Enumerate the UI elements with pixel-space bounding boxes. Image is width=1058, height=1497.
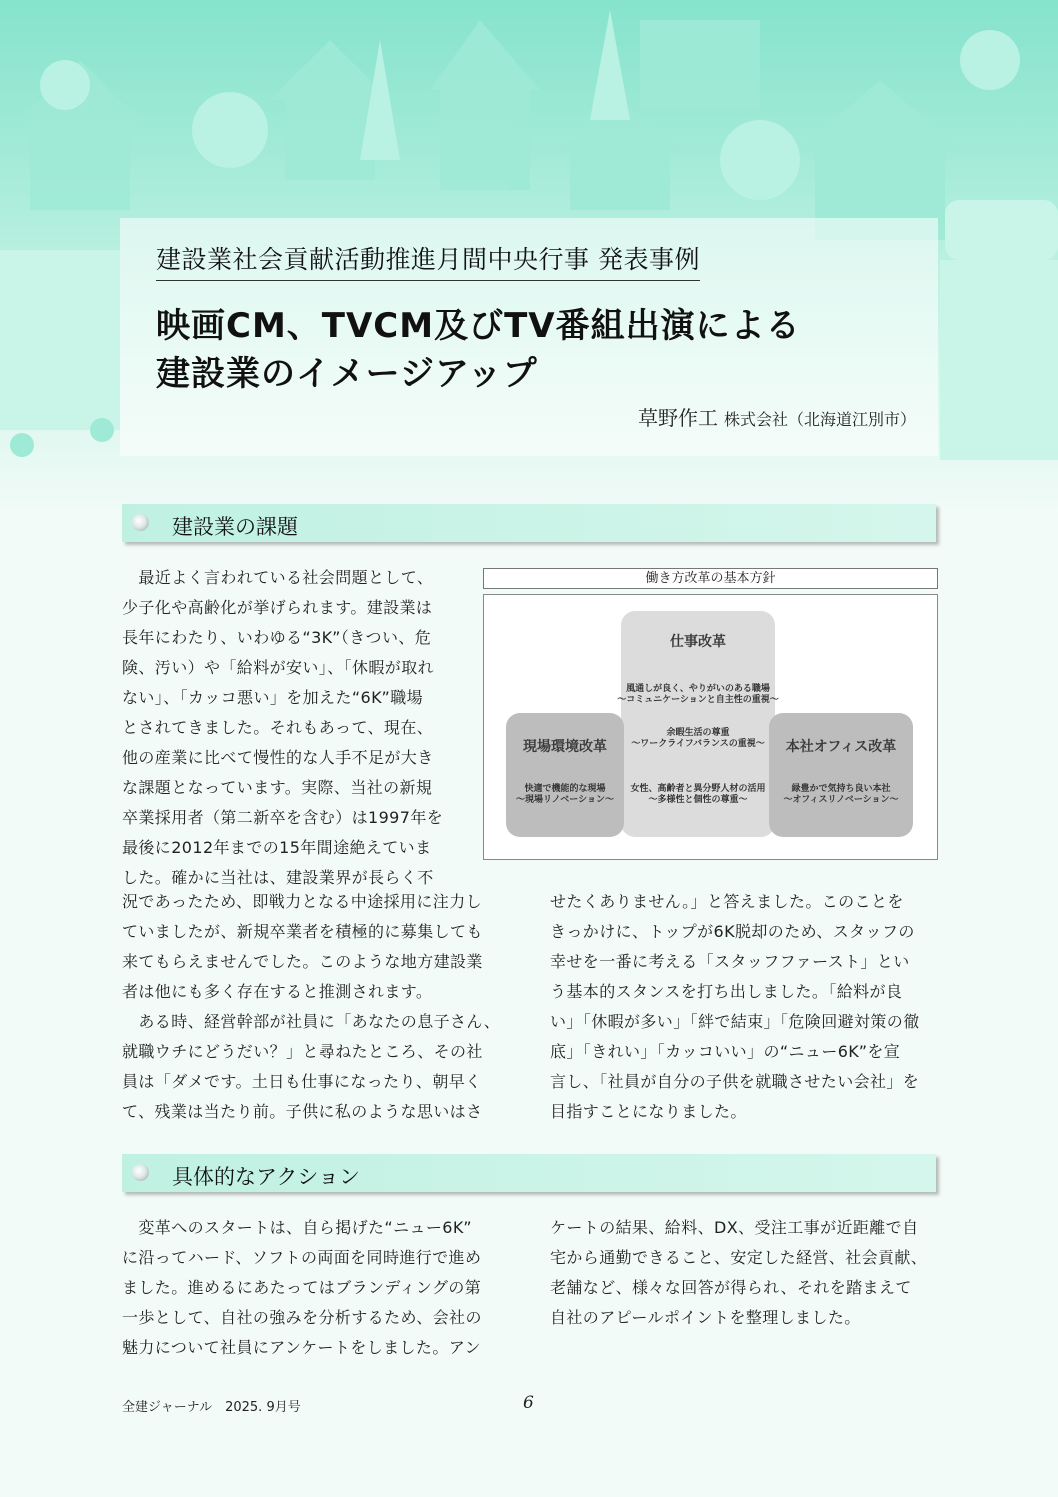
series-title: 建設業社会貢献活動推進月間中央行事 発表事例	[156, 240, 700, 281]
journal-footer: 全建ジャーナル 2025. 9月号	[122, 1400, 301, 1415]
site-reform-title: 現場環境改革	[523, 739, 607, 755]
paragraph-line: ない」、「カッコ悪い」を加えた“6K”職場	[122, 688, 423, 707]
paragraph-line: 長年にわたり、いわゆる“3K”（きつい、危	[122, 628, 432, 647]
site-reform-block	[506, 713, 624, 837]
paragraph-line: 底」「きれい」「カッコいい」の“ニュー6K”を宣	[550, 1042, 901, 1061]
paragraph-line: ていましたが、新規卒業者を積極的に募集しても	[122, 922, 483, 941]
section1-right-col	[550, 887, 920, 1127]
office-reform-sub1: 緑豊かで気持ち良い本社	[791, 784, 891, 794]
paragraph-line: な課題となっています。実際、当社の新規	[122, 778, 433, 797]
title-line-1: 映画CM、TVCM及びTV番組出演による	[156, 306, 801, 346]
paragraph-line: 他の産業に比べて慢性的な人手不足が大き	[122, 748, 434, 767]
paragraph-line: せたくありません。」と答えました。このことを	[550, 892, 904, 911]
section-heading-2	[122, 1154, 936, 1192]
bullet-icon	[132, 1164, 149, 1181]
company-suffix: 株式会社（北海道江別市）	[723, 410, 916, 429]
figure-caption: 働き方改革の基本方針	[483, 568, 938, 589]
paragraph-line: 況であったため、即戦力となる中途採用に注力し	[122, 892, 483, 911]
office-reform-sub2: ～オフィスリノベーション～	[783, 795, 899, 805]
paragraph-line: い」「休暇が多い」「絆で結束」「危険回避対策の徹	[550, 1012, 920, 1031]
paragraph-line: 宅から通勤できること、安定した経営、社会貢献、	[550, 1248, 928, 1267]
section-heading-label: 具体的なアクション	[172, 1165, 360, 1189]
paragraph-line: 目指すことになりました。	[550, 1102, 747, 1121]
paragraph-line: 老舗など、様々な回答が得られ、それを踏まえて	[550, 1278, 912, 1297]
figure-diagram	[483, 594, 938, 860]
paragraph-line: て、残業は当たり前。子供に私のような思いはさ	[122, 1102, 483, 1121]
company-name: 草野作工	[637, 406, 718, 430]
bullet-icon	[132, 514, 149, 531]
work-reform-sub2: ～コミュニケーションと自主性の重視～	[617, 695, 779, 705]
paragraph-line: 就職ウチにどうだい？」と尋ねたところ、その社	[122, 1042, 483, 1061]
office-reform-title: 本社オフィス改革	[785, 739, 897, 755]
paragraph-line: 来てもらえませんでした。このような地方建設業	[122, 952, 483, 971]
paragraph-line: 魅力について社員にアンケートをしました。アン	[122, 1338, 481, 1357]
section1-left-col	[122, 887, 500, 1127]
paragraph-line: した。確かに当社は、建設業界が長らく不	[122, 868, 434, 887]
section2-right-col	[550, 1213, 927, 1333]
title-line-2: 建設業のイメージアップ	[156, 354, 538, 394]
center-sub1: 余暇生活の尊重	[666, 728, 730, 738]
work-reform-sub1: 風通しが良く、やりがいのある職場	[626, 684, 770, 694]
center-sub3: 女性、高齢者と異分野人材の活用	[630, 784, 766, 794]
paragraph-line: 最後に2012年までの15年間途絶えていま	[122, 838, 432, 857]
section-heading-label: 建設業の課題	[172, 515, 298, 539]
paragraph-line: 険、汚い）や「給料が安い」、「休暇が取れ	[122, 658, 435, 677]
section2-left-col	[122, 1213, 482, 1363]
paragraph-line: ケートの結果、給料、DX、受注工事が近距離で自	[550, 1218, 919, 1237]
paragraph-line: 少子化や高齢化が挙げられます。建設業は	[122, 598, 433, 617]
paragraph-line: 員は「ダメです。土日も仕事になったり、朝早く	[122, 1072, 482, 1091]
center-sub4: ～多様性と個性の尊重～	[648, 795, 748, 805]
center-sub2: ～ワークライフバランスの重視～	[631, 739, 765, 749]
paragraph-line: ました。進めるにあたってはブランディングの第	[122, 1278, 482, 1297]
paragraph-line: う基本的スタンスを打ち出しました。「給料が良	[550, 982, 903, 1001]
paragraph-line: 言し、「社員が自分の子供を就職させたい会社」を	[550, 1072, 920, 1091]
paragraph-line: きっかけに、トップが6K脱却のため、スタッフの	[550, 922, 915, 941]
paragraph-line: 者は他にも多く存在すると推測されます。	[122, 982, 433, 1001]
byline	[638, 402, 916, 431]
site-reform-sub1: 快適で機能的な現場	[524, 784, 606, 794]
paragraph-line: 卒業採用者（第二新卒を含む）は1997年を	[122, 808, 444, 827]
site-reform-sub2: ～現場リノベーション～	[516, 795, 614, 805]
paragraph-line: に沿ってハード、ソフトの両面を同時進行で進め	[122, 1248, 482, 1267]
paragraph-line: 最近よく言われている社会問題として、	[122, 568, 434, 587]
page-number: 6	[523, 1393, 534, 1413]
paragraph-line: とされてきました。それもあって、現在、	[122, 718, 434, 737]
office-reform-block	[769, 713, 913, 837]
paragraph-line: ある時、経営幹部が社員に「あなたの息子さん、	[122, 1012, 501, 1031]
paragraph-line: 自社のアピールポイントを整理しました。	[550, 1308, 861, 1327]
section1-left-narrow	[122, 563, 443, 893]
work-reform-title: 仕事改革	[670, 634, 726, 650]
section-heading-1	[122, 504, 936, 542]
article-title	[156, 302, 801, 398]
paragraph-line: 幸せを一番に考える「スタッフファースト」とい	[550, 952, 910, 971]
paragraph-line: 一歩として、自社の強みを分析するため、会社の	[122, 1308, 482, 1327]
paragraph-line: 変革へのスタートは、自ら掲げた“ニュー6K”	[122, 1218, 472, 1237]
